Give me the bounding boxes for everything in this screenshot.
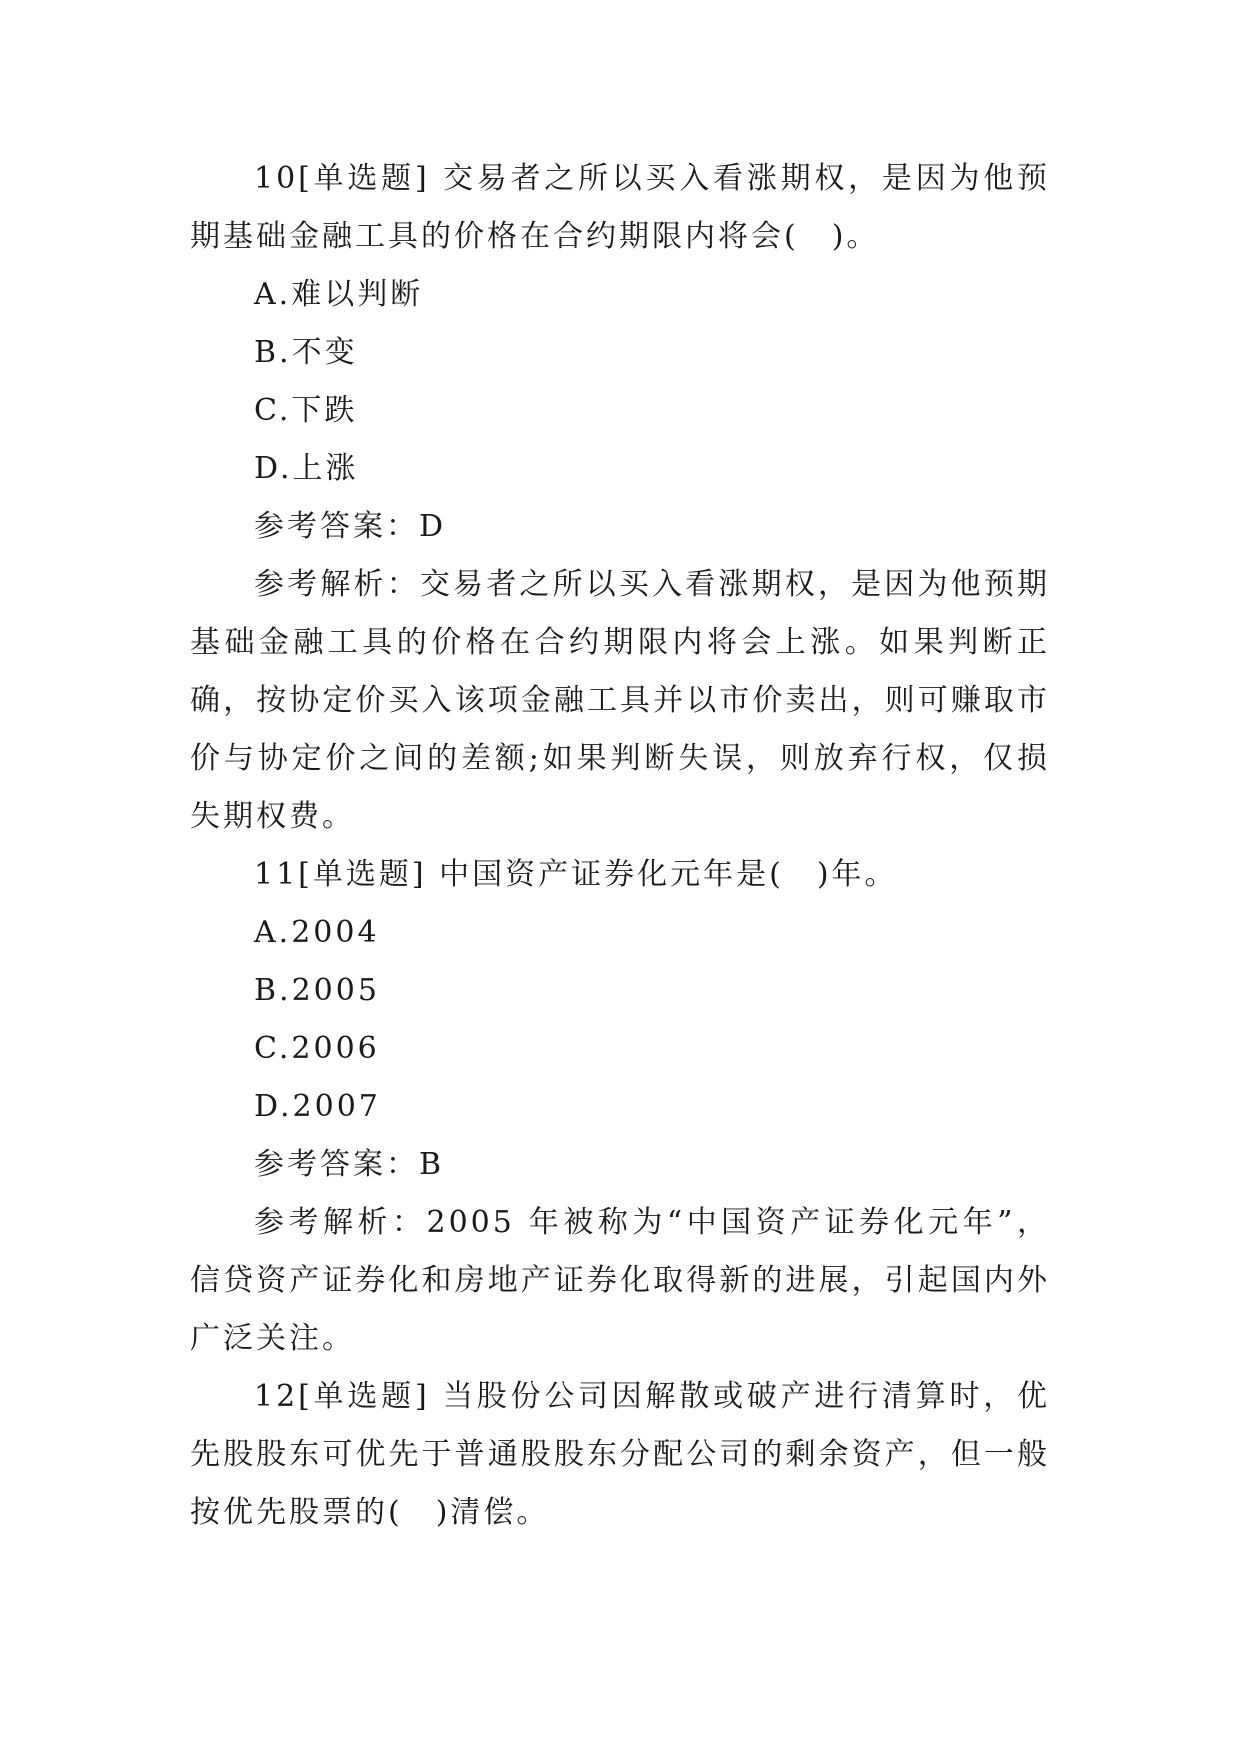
question-12 (190, 1368, 1050, 1542)
question-stem: 10[单选题] 交易者之所以买入看涨期权，是因为他预期基础金融工具的价格在合约期限内将会( )。 (190, 161, 1050, 254)
question-11 (190, 846, 1050, 1368)
option-b: B.不变 (254, 335, 358, 370)
reference-analysis: 参考解析：交易者之所以买入看涨期权，是因为他预期基础金融工具的价格在合约期限内将会上涨。如果判断正确，按协定价买入该项金融工具并以市价卖出，则可赚取市价与协定价之间的差额;如果判断失误，则放弃行权，仅损失期权费。 (190, 567, 1050, 834)
document-page (190, 150, 1050, 1542)
option-c: C.下跌 (254, 393, 358, 428)
question-10 (190, 150, 1050, 846)
option-b: B.2005 (254, 973, 380, 1008)
reference-answer: 参考答案：D (254, 509, 447, 544)
option-d: D.2007 (254, 1089, 381, 1124)
reference-analysis: 参考解析：2005 年被称为“中国资产证券化元年”，信贷资产证券化和房地产证券化取得新的进展，引起国内外广泛关注。 (190, 1205, 1050, 1356)
option-a: A.难以判断 (254, 277, 424, 312)
question-stem: 11[单选题] 中国资产证券化元年是( )年。 (254, 857, 898, 892)
reference-answer: 参考答案：B (254, 1147, 445, 1182)
option-a: A.2004 (254, 915, 380, 950)
question-stem: 12[单选题] 当股份公司因解散或破产进行清算时，优先股股东可优先于普通股股东分配公司的剩余资产，但一般按优先股票的( )清偿。 (190, 1379, 1050, 1530)
option-d: D.上涨 (254, 451, 359, 486)
option-c: C.2006 (254, 1031, 380, 1066)
